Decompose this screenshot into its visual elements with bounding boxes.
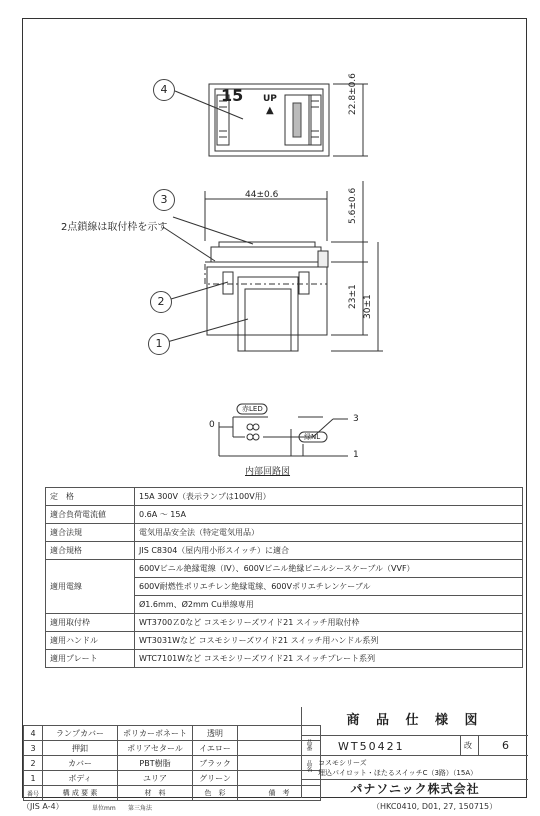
- table-row: 定 格 15A 300V（表示ランプは100V用）: [46, 488, 523, 506]
- table-row: 4 ランプカバー ポリカーボネート 透明: [24, 726, 321, 741]
- spec-table: [45, 487, 523, 668]
- dim-44: 44±0.6: [245, 190, 279, 200]
- company-name: パナソニック株式会社: [302, 779, 528, 799]
- green-nl-label: 緑NL: [304, 433, 321, 441]
- title-block-title: 商 品 仕 様 図: [346, 713, 484, 728]
- unit-label: 単位mm: [92, 805, 116, 812]
- product-name: 埋込パイロット・ほたるスイッチC（3路）（15A）: [318, 769, 478, 777]
- drawing-sheet: [22, 18, 527, 798]
- table-row: 2 カバー PBT樹脂 ブラック: [24, 756, 321, 771]
- table-row: 適合規格 JIS C8304（屋内用小形スイッチ）に適合: [46, 542, 523, 560]
- table-row: Ø1.6mm、Ø2mm Cu単線専用: [46, 596, 523, 614]
- table-row: 適用ハンドル WT3031Wなど コスモシリーズワイド21 スイッチ用ハンドル系列: [46, 632, 523, 650]
- table-header: 番号 構 成 要 素 材 料 色 彩 備 考: [24, 786, 321, 801]
- item-no-row: 品番 WT50421 改 6: [302, 735, 528, 756]
- table-row: 適用プレート WTC7101Wなど コスモシリーズワイド21 スイッチプレート系列: [46, 650, 523, 668]
- dim-5-6: 5.6±0.6: [348, 187, 358, 224]
- mount-note: 2点鎖線は取付枠を示す: [61, 222, 168, 233]
- table-row: 適用取付枠 WT3700Ｚ0など コスモシリーズワイド21 スイッチ用取付枠: [46, 614, 523, 632]
- circuit-caption: 内部回路図: [245, 467, 291, 477]
- top-view-label: 15: [221, 86, 244, 105]
- red-led-label: 赤LED: [242, 405, 263, 413]
- dim-30: 30±1: [363, 294, 373, 319]
- terminal-3: 3: [353, 414, 359, 424]
- callout-4: 4: [153, 79, 175, 101]
- terminal-1: 1: [353, 450, 359, 460]
- revision: 6: [502, 739, 509, 752]
- document-code: （HKC0410, D01, 27, 150715）: [372, 802, 498, 811]
- table-row: 適合負荷電流値 0.6A ～ 15A: [46, 506, 523, 524]
- dim-22-8: 22.8±0.6: [348, 73, 358, 115]
- callout-3: 3: [153, 189, 175, 211]
- table-row: 適用電線 600Vビニル絶縁電線（IV）、600Vビニル絶縁ビニルシースケーブル（VVF）: [46, 560, 523, 578]
- paper-size: （JIS A-4）: [22, 802, 64, 811]
- title-block: [301, 707, 528, 798]
- technical-drawing: [23, 19, 528, 489]
- terminal-0: 0: [209, 420, 215, 430]
- up-arrow-icon: ▲: [266, 105, 274, 116]
- table-row: 1 ボディ ユリア グリーン: [24, 771, 321, 786]
- table-row: 適合法規 電気用品安全法（特定電気用品）: [46, 524, 523, 542]
- item-number: WT50421: [338, 740, 405, 753]
- parts-table: [23, 725, 321, 801]
- projection-label: 第三角法: [128, 805, 153, 812]
- dim-23: 23±1: [348, 284, 358, 309]
- callout-1: 1: [148, 333, 170, 355]
- table-row: 600V耐燃性ポリエチレン絶縁電線、600Vポリエチレンケーブル: [46, 578, 523, 596]
- up-label: UP: [263, 94, 277, 104]
- product-name-row: 品名 コスモシリーズ 埋込パイロット・ほたるスイッチC（3路）（15A）: [302, 755, 528, 780]
- callout-2: 2: [150, 291, 172, 313]
- table-row: 3 押釦 ポリアセタール イエロー: [24, 741, 321, 756]
